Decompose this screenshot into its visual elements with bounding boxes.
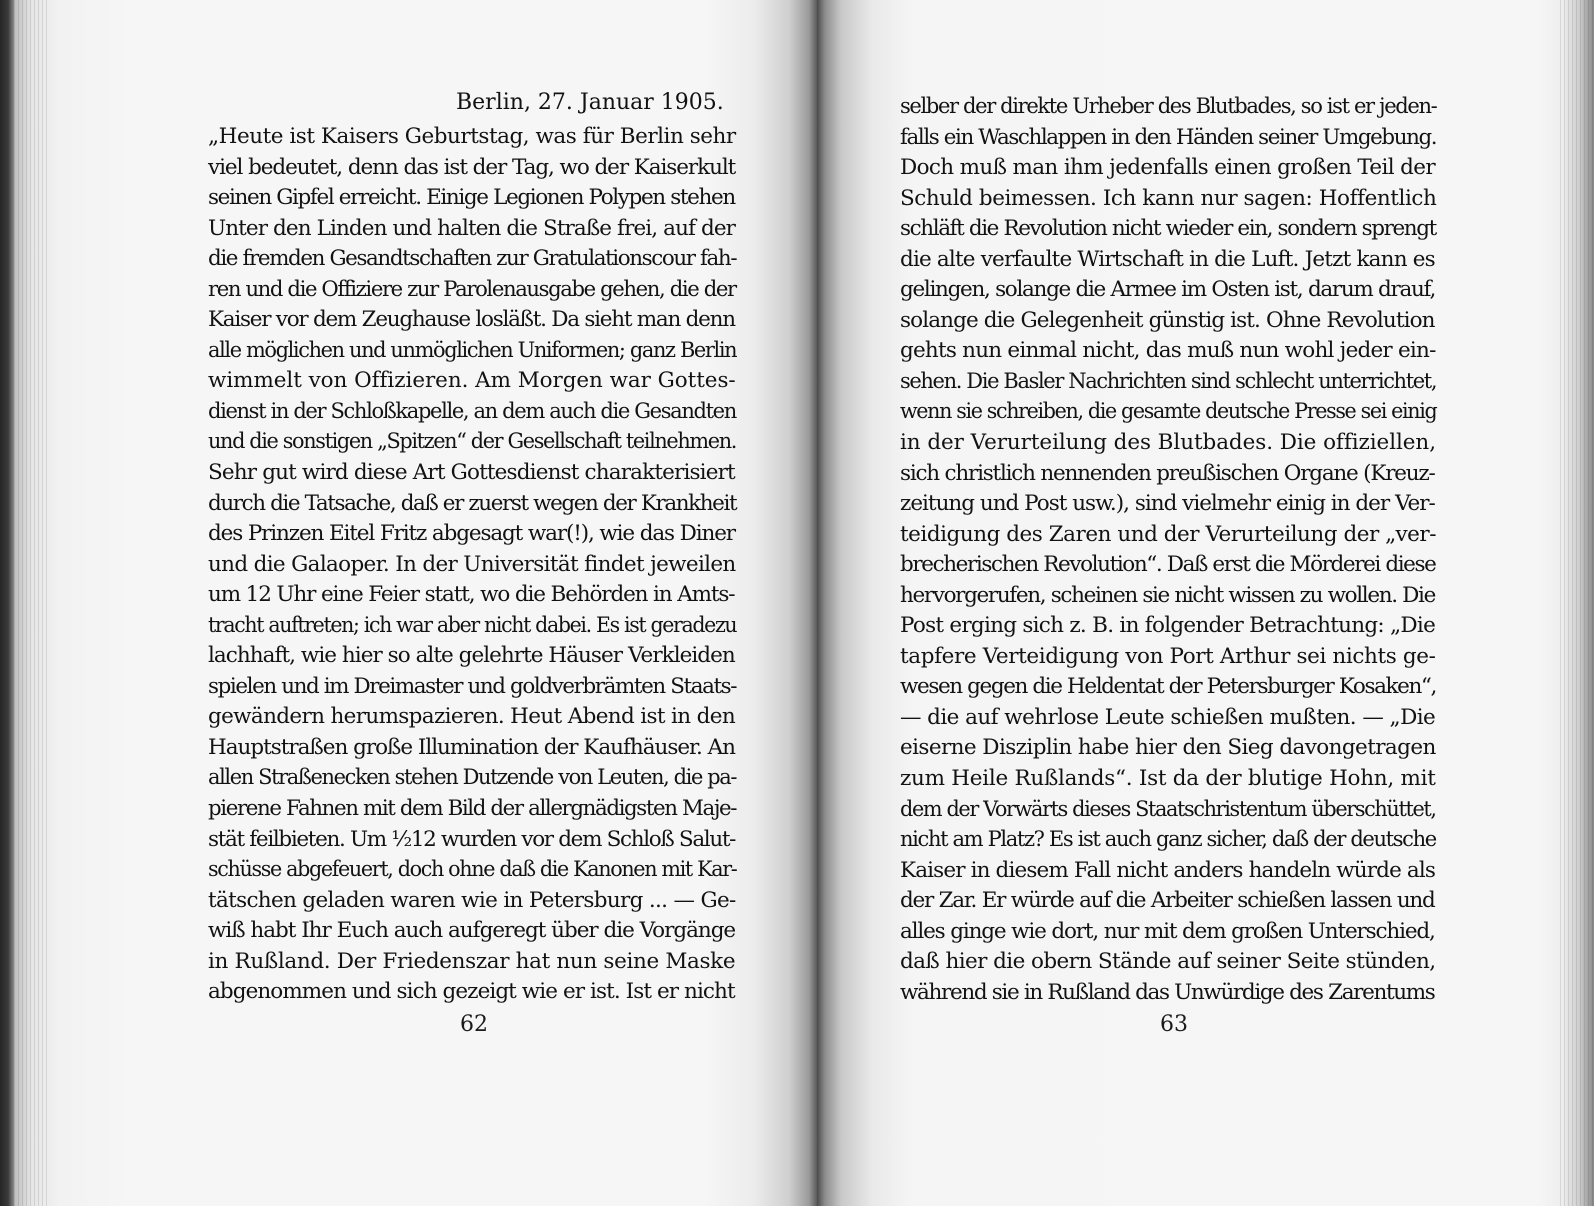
text-line: die alte verfaulte Wirtschaft in die Luft. Jetzt kann es bbox=[900, 246, 1435, 272]
text-line: — die auf wehrlose Leute schießen mußten. — „Die bbox=[900, 704, 1436, 730]
text-line: durch die Tatsache, daß er zuerst wegen der Krankheit bbox=[208, 490, 737, 516]
text-line: ren und die Offiziere zur Parolenausgabe gehen, die der bbox=[208, 276, 736, 302]
page-number-right: 63 bbox=[1160, 1012, 1188, 1037]
text-line: sich christlich nennenden preußischen Organe (Kreuz- bbox=[900, 460, 1435, 486]
text-line: daß hier die obern Stände auf seiner Seite stünden, bbox=[900, 949, 1436, 975]
text-line: nicht am Platz? Es ist auch ganz sicher, daß der deutsche bbox=[900, 827, 1436, 853]
text-line: in Rußland. Der Friedenszar hat nun seine Maske bbox=[208, 948, 736, 974]
text-line: in der Verurteilung des Blutbades. Die offiziellen, bbox=[900, 430, 1436, 456]
right-page-text bbox=[900, 92, 1436, 1008]
text-line: Kaiser in diesem Fall nicht anders handeln würde als bbox=[900, 857, 1436, 883]
text-line: dienst in der Schloßkapelle, an dem auch die Gesandten bbox=[208, 398, 736, 424]
text-line: Sehr gut wird diese Art Gottesdienst charakterisiert bbox=[208, 460, 735, 486]
right-page-edges bbox=[1560, 0, 1594, 1206]
text-line: selber der direkte Urheber des Blutbades, so ist er jeden- bbox=[900, 94, 1437, 119]
text-line: alles ginge wie dort, nur mit dem großen Unterschied, bbox=[900, 918, 1435, 944]
text-line: tracht auftreten; ich war aber nicht dabei. Es ist geradezu bbox=[208, 612, 737, 638]
dateline: Berlin, 27. Januar 1905. bbox=[456, 90, 724, 115]
text-line: zum Heile Rußlands“. Ist da der blutige Hohn, mit bbox=[900, 766, 1436, 792]
text-line: wesen gegen die Heldentat der Petersburger Kosaken“, bbox=[900, 674, 1436, 700]
text-line: wimmelt von Offizieren. Am Morgen war Gottes- bbox=[208, 368, 736, 394]
text-line: des Prinzen Eitel Fritz abgesagt war(!), wie das Diner bbox=[208, 521, 735, 547]
left-page-edges bbox=[14, 0, 48, 1206]
text-line: Hauptstraßen große Illumination der Kaufhäuser. An bbox=[208, 734, 735, 760]
text-line: schläft die Revolution nicht wieder ein, sondern sprengt bbox=[900, 216, 1436, 242]
text-line: tapfere Verteidigung von Port Arthur sei nichts ge- bbox=[900, 643, 1436, 669]
text-line: Schuld beimessen. Ich kann nur sagen: Hoffentlich bbox=[900, 185, 1437, 211]
text-line: während sie in Rußland das Unwürdige des Zarentums bbox=[900, 979, 1435, 1005]
text-line: allen Straßenecken stehen Dutzende von Leuten, die pa- bbox=[208, 765, 737, 791]
left-page-text bbox=[208, 122, 736, 1008]
text-line: falls ein Waschlappen in den Händen seiner Umgebung. bbox=[900, 124, 1437, 150]
text-line: um 12 Uhr eine Feier statt, wo die Behörden in Amts- bbox=[208, 582, 735, 608]
text-line: gewändern herumspazieren. Heut Abend ist in den bbox=[208, 704, 736, 730]
text-line: viel bedeutet, denn das ist der Tag, wo der Kaiserkult bbox=[208, 154, 736, 180]
text-line: Unter den Linden und halten die Straße frei, auf der bbox=[208, 215, 736, 241]
text-line: tätschen geladen waren wie in Petersburg ... — Ge- bbox=[208, 887, 736, 913]
text-line: die fremden Gesandtschaften zur Gratulationscour fah- bbox=[208, 246, 737, 272]
text-line: stät feilbieten. Um ½12 wurden vor dem Schloß Salut- bbox=[208, 826, 736, 852]
text-line: solange die Gelegenheit günstig ist. Ohne Revolution bbox=[900, 307, 1435, 333]
text-line: der Zar. Er würde auf die Arbeiter schießen lassen und bbox=[900, 888, 1435, 914]
text-line: zeitung und Post usw.), sind vielmehr einig in der Ver- bbox=[900, 491, 1435, 517]
text-line: „Heute ist Kaisers Geburtstag, was für Berlin sehr bbox=[208, 124, 736, 149]
text-line: lachhaft, wie hier so alte gelehrte Häuser Verkleiden bbox=[208, 643, 735, 669]
text-line: dem der Vorwärts dieses Staatschristentum überschüttet, bbox=[900, 796, 1436, 822]
text-line: gehts nun einmal nicht, das muß nun wohl jeder ein- bbox=[900, 338, 1436, 364]
text-line: und die sonstigen „Spitzen“ der Gesellschaft teilnehmen. bbox=[208, 429, 737, 455]
text-line: seinen Gipfel erreicht. Einige Legionen Polypen stehen bbox=[208, 185, 735, 211]
text-line: spielen und im Dreimaster und goldverbrämten Staats- bbox=[208, 673, 737, 699]
text-line: gelingen, solange die Armee im Osten ist, darum drauf, bbox=[900, 277, 1435, 303]
text-line: pierene Fahnen mit dem Bild der allergnädigsten Maje- bbox=[208, 796, 737, 822]
text-line: teidigung des Zaren und der Verurteilung der „ver- bbox=[900, 521, 1437, 547]
text-line: eiserne Disziplin habe hier den Sieg davongetragen bbox=[900, 735, 1436, 761]
text-line: schüsse abgefeuert, doch ohne daß die Kanonen mit Kar- bbox=[208, 857, 737, 883]
page-number-left: 62 bbox=[460, 1012, 488, 1037]
text-line: Kaiser vor dem Zeughause losläßt. Da sieht man denn bbox=[208, 307, 735, 333]
text-line: hervorgerufen, scheinen sie nicht wissen zu wollen. Die bbox=[900, 582, 1435, 608]
text-line: Post erging sich z. B. in folgender Betrachtung: „Die bbox=[900, 613, 1436, 639]
text-line: wenn sie schreiben, die gesamte deutsche Presse sei einig bbox=[900, 399, 1437, 425]
text-line: abgenommen und sich gezeigt wie er ist. Ist er nicht bbox=[208, 979, 735, 1005]
text-line: und die Galaoper. In der Universität findet jeweilen bbox=[208, 551, 736, 577]
text-line: brecherischen Revolution“. Daß erst die Mörderei diese bbox=[900, 552, 1436, 578]
text-line: sehen. Die Basler Nachrichten sind schlecht unterrichtet, bbox=[900, 368, 1437, 394]
text-line: alle möglichen und unmöglichen Uniformen; ganz Berlin bbox=[208, 337, 737, 363]
text-line: wiß habt Ihr Euch auch aufgeregt über die Vorgänge bbox=[208, 918, 736, 944]
text-line: Doch muß man ihm jedenfalls einen großen Teil der bbox=[900, 155, 1435, 181]
